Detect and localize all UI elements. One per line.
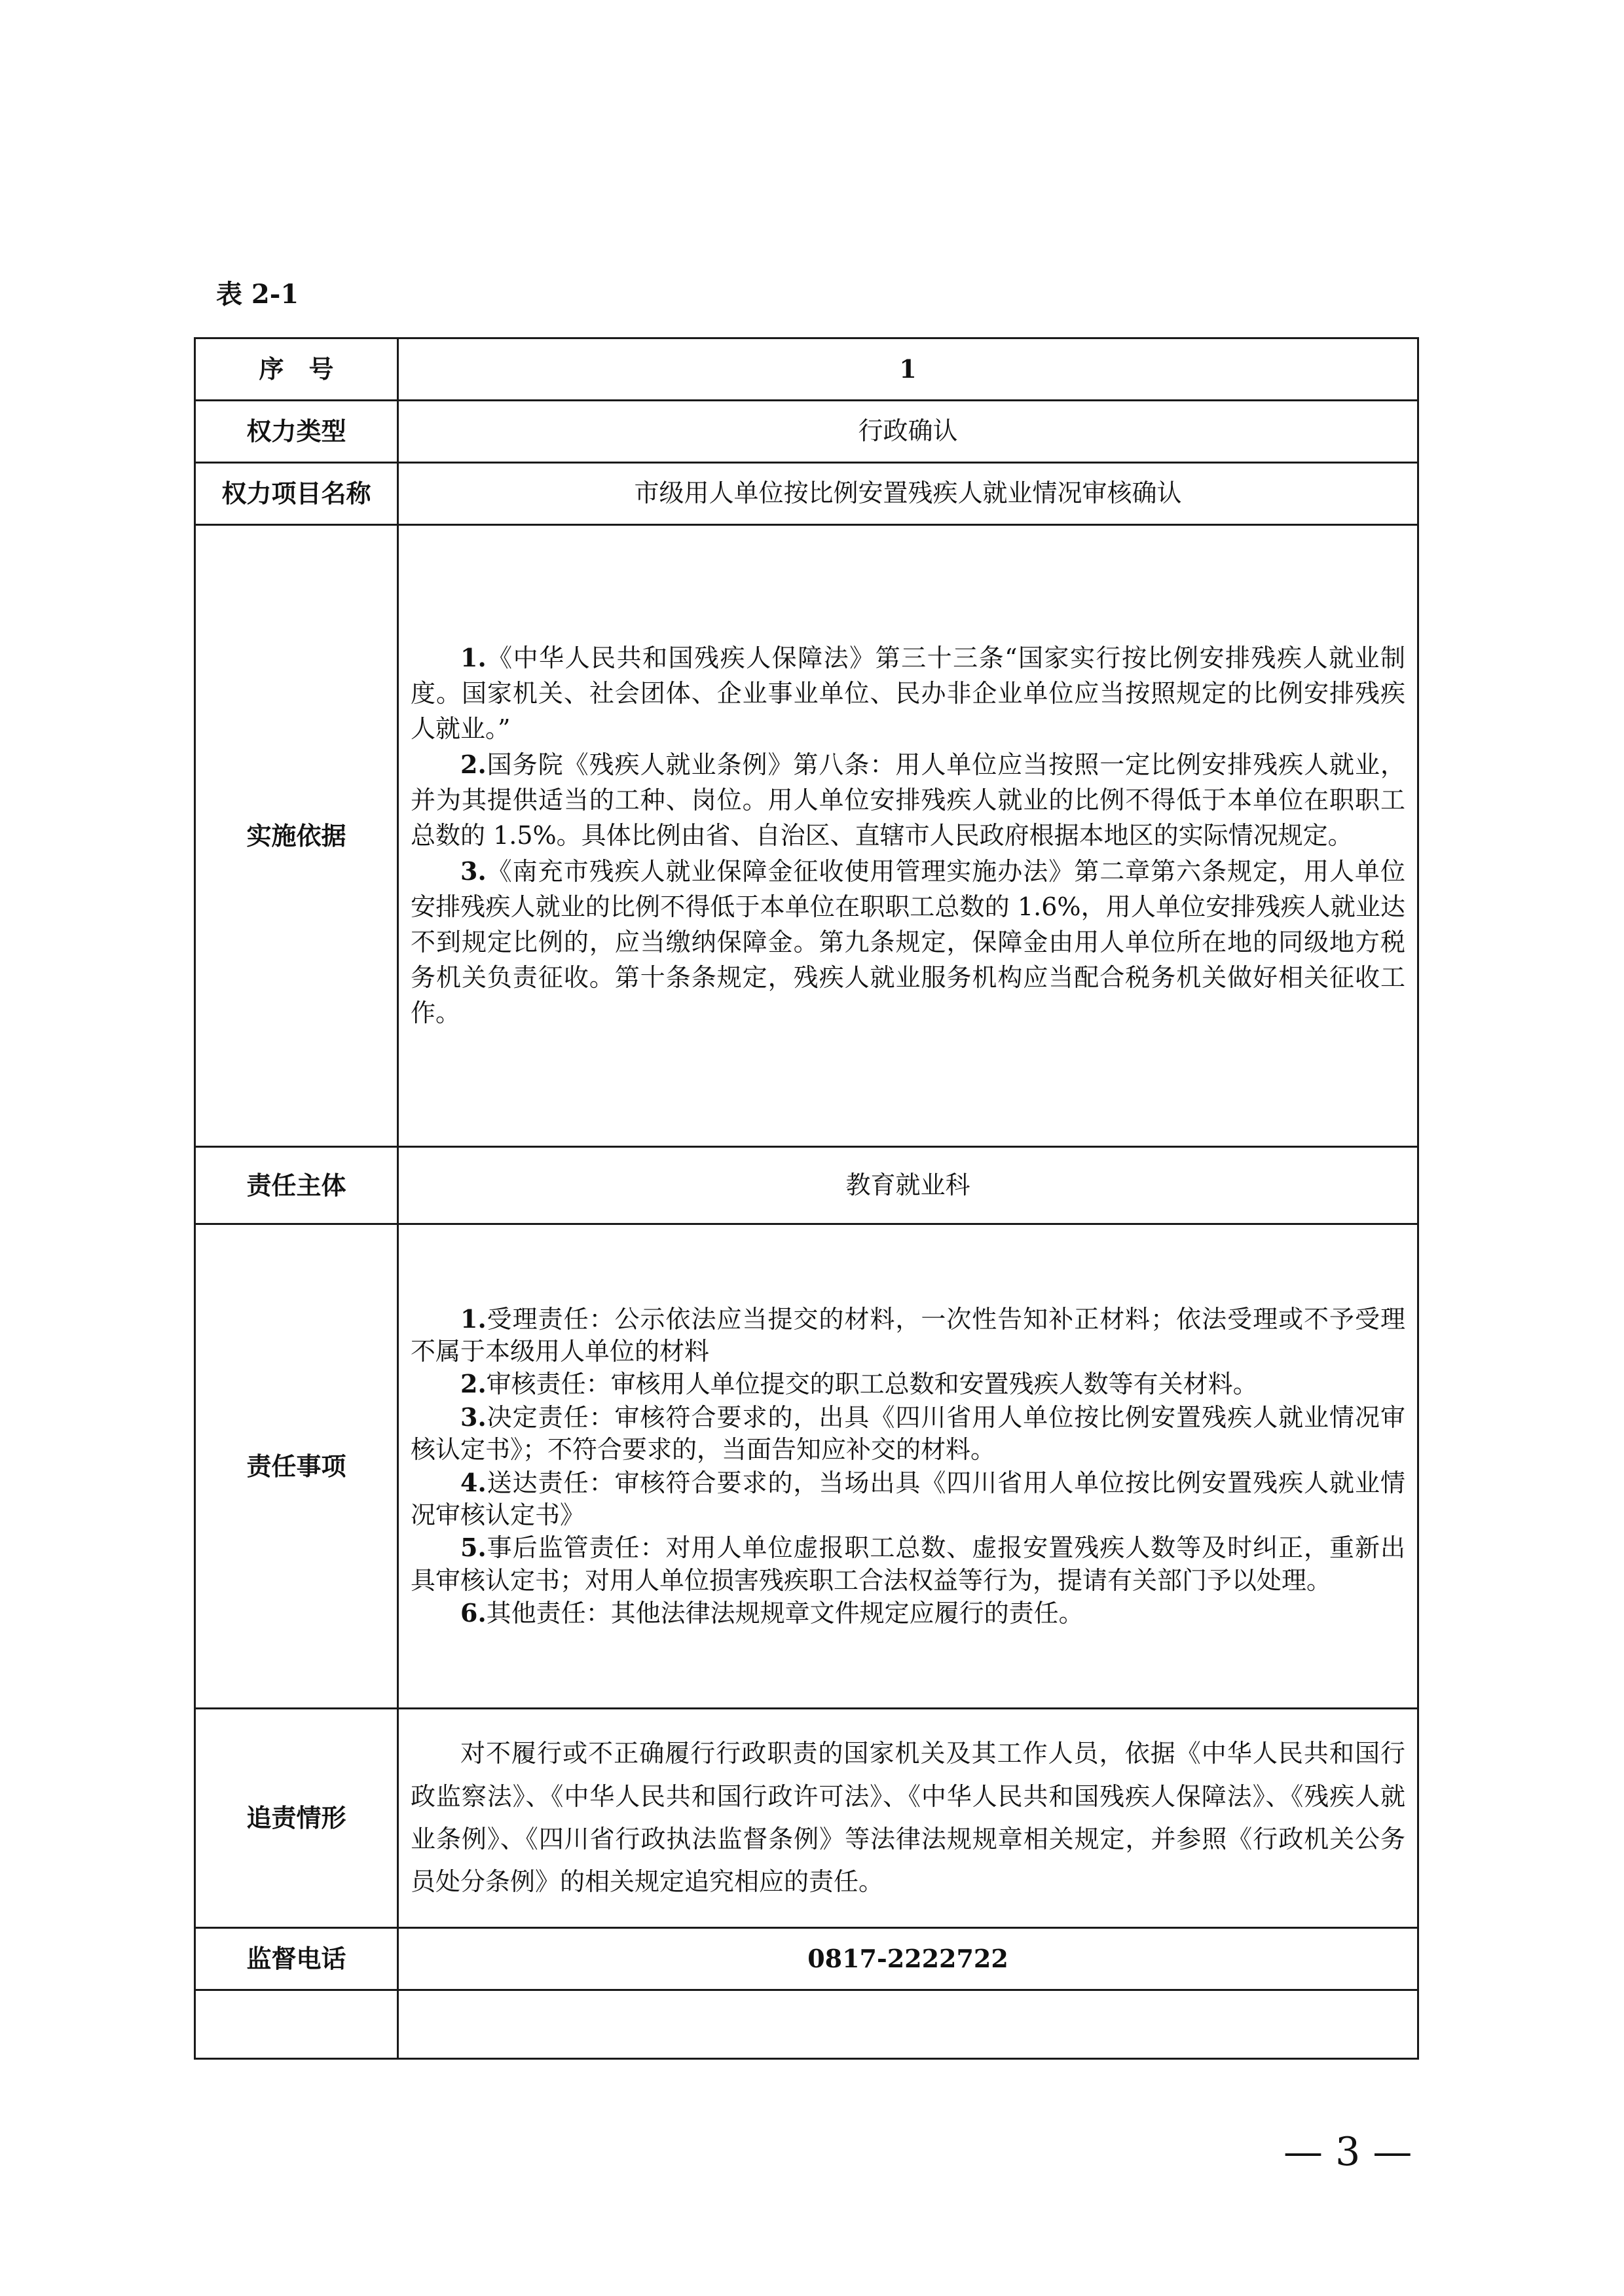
item-name-value: 市级用人单位按比例安置残疾人就业情况审核确认 [398, 463, 1418, 525]
basis-paragraph: 2.国务院《残疾人就业条例》第八条：用人单位应当按照一定比例安排残疾人就业，并为其提供适当的工种、岗位。用人单位安排残疾人就业的比例不得低于本单位在职职工总数的 1.5%。具体比例由省、自治区、直辖市人民政府根据本地区的实际情况规定。 [411, 750, 1405, 850]
duty-paragraph: 4.送达责任：审核符合要求的，当场出具《四川省用人单位按比例安置残疾人就业情况审核认定书》 [411, 1467, 1405, 1529]
basis-paragraph: 3.《南充市残疾人就业保障金征收使用管理实施办法》第二章第六条规定，用人单位安排残疾人就业的比例不得低于本单位在职职工总数的 1.6%，用人单位安排残疾人就业达不到规定比例的，应当缴纳保障金。第九条规定，保障金由用人单位所在地的同级地方税务机关负责征收。第十条条规定，残疾人就业服务机构应当配合税务机关做好相关征收工作。 [411, 856, 1405, 1027]
basis-content [398, 525, 1418, 1147]
power-type-value: 行政确认 [398, 401, 1418, 463]
duties-content [398, 1224, 1418, 1709]
duty-paragraph: 1.受理责任：公示依法应当提交的材料，一次性告知补正材料；依法受理或不予受理不属于本级用人单位的材料 [411, 1303, 1405, 1366]
row-basis [195, 525, 1418, 1147]
duty-paragraph: 2.审核责任：审核用人单位提交的职工总数和安置残疾人数等有关材料。 [460, 1369, 1258, 1399]
row-seq [195, 338, 1418, 401]
blank-value [398, 1990, 1418, 2059]
row-power-type [195, 401, 1418, 463]
seq-value: 1 [398, 338, 1418, 401]
power-item-table [194, 337, 1419, 2060]
table-caption: 表 2-1 [216, 279, 299, 310]
row-duties [195, 1224, 1418, 1709]
blank-label [195, 1990, 398, 2059]
row-accountability [195, 1709, 1418, 1928]
row-item-name [195, 463, 1418, 525]
seq-label: 序 号 [195, 338, 398, 401]
row-subject [195, 1147, 1418, 1224]
accountability-text: 对不履行或不正确履行行政职责的国家机关及其工作人员，依据《中华人民共和国行政监察法》、《中华人民共和国行政许可法》、《中华人民共和国残疾人保障法》、《残疾人就业条例》、《四川省行政执法监督条例》等法律法规规章相关规定，并参照《行政机关公务员处分条例》的相关规定追究相应的责任。 [411, 1739, 1405, 1897]
accountability-content [398, 1709, 1418, 1928]
duty-paragraph: 5.事后监管责任：对用人单位虚报职工总数、虚报安置残疾人数等及时纠正，重新出具审核认定书；对用人单位损害残疾职工合法权益等行为，提请有关部门予以处理。 [411, 1533, 1405, 1595]
accountability-label: 追责情形 [195, 1709, 398, 1928]
basis-label: 实施依据 [195, 525, 398, 1147]
subject-label: 责任主体 [195, 1147, 398, 1224]
duty-paragraph: 6.其他责任：其他法律法规规章文件规定应履行的责任。 [460, 1598, 1084, 1628]
item-name-label: 权力项目名称 [195, 463, 398, 525]
page-number: — 3 — [1283, 2129, 1412, 2175]
row-blank [195, 1990, 1418, 2059]
duty-paragraph: 3.决定责任：审核符合要求的，出具《四川省用人单位按比例安置残疾人就业情况审核认定书》；不符合要求的，当面告知应补交的材料。 [411, 1402, 1405, 1465]
phone-value: 0817-2222722 [398, 1928, 1418, 1990]
phone-label: 监督电话 [195, 1928, 398, 1990]
duties-label: 责任事项 [195, 1224, 398, 1709]
basis-paragraph: 1.《中华人民共和国残疾人保障法》第三十三条“国家实行按比例安排残疾人就业制度。国家机关、社会团体、企业事业单位、民办非企业单位应当按照规定的比例安排残疾人就业。” [411, 643, 1405, 744]
row-phone [195, 1928, 1418, 1990]
power-type-label: 权力类型 [195, 401, 398, 463]
subject-value: 教育就业科 [398, 1147, 1418, 1224]
